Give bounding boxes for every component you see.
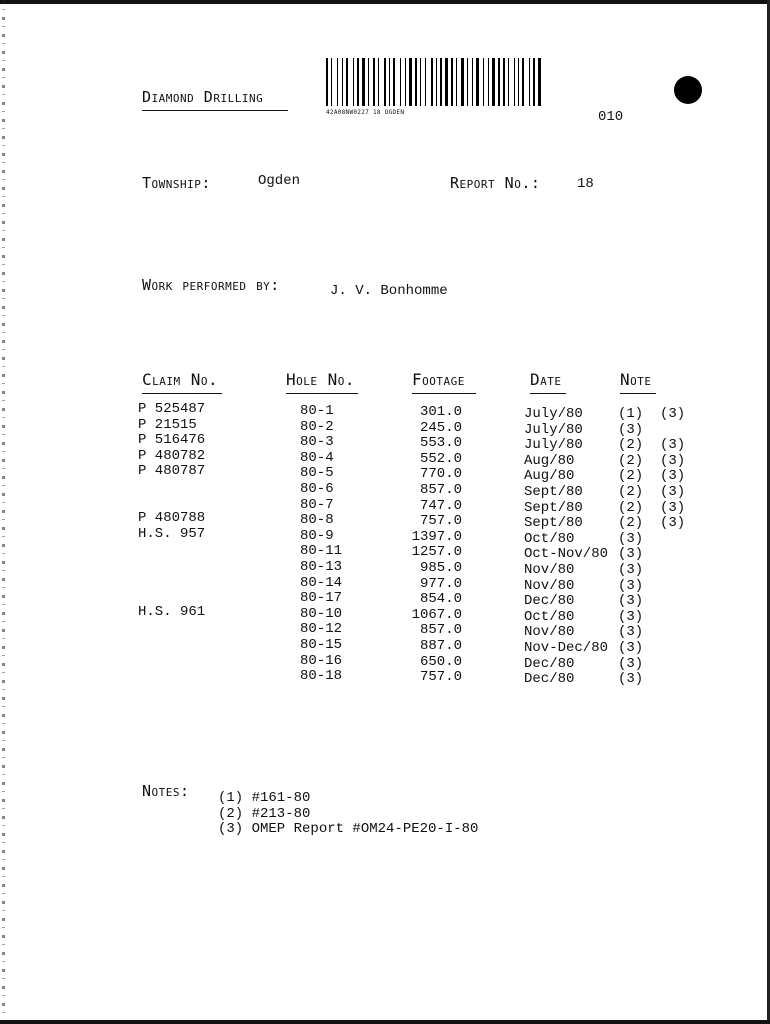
barcode-bar <box>360 58 361 106</box>
barcode-image <box>326 58 542 106</box>
claim-cell: P 525487 <box>138 401 206 417</box>
claim-cell: H.S. 957 <box>138 525 206 542</box>
note-column <box>618 407 685 688</box>
claim-cell <box>138 636 205 652</box>
note-cell: (3) <box>618 577 644 594</box>
date-cell: Dec/80 <box>524 593 575 610</box>
claim-cell: P 480787 <box>138 463 206 480</box>
barcode-bar <box>349 58 352 106</box>
barcode-bar <box>501 58 502 106</box>
footage-cell: 245.0 <box>419 419 462 436</box>
page-code: 010 <box>598 109 624 125</box>
footage-cell: 857.0 <box>419 481 462 498</box>
date-cell: Oct-Nov/80 <box>524 546 609 563</box>
barcode-bar <box>346 58 348 106</box>
barcode-bar <box>402 58 404 106</box>
date-column <box>524 407 608 688</box>
barcode-bar <box>451 58 453 106</box>
barcode-bar <box>520 58 521 106</box>
note-cell: (2) (3) <box>618 515 686 532</box>
footage-cell: 1257.0 <box>411 544 462 561</box>
date-cell: Dec/80 <box>524 671 575 688</box>
barcode-bar <box>483 58 484 106</box>
barcode-bar <box>465 58 466 106</box>
barcode-bar <box>498 58 500 106</box>
date-cell: July/80 <box>524 437 583 454</box>
barcode-bar <box>525 58 528 106</box>
barcode-bar <box>518 58 519 106</box>
footage-cell: 1397.0 <box>411 528 462 545</box>
barcode-bar <box>510 58 513 106</box>
footage-cell: 301.0 <box>419 404 462 420</box>
note-cell: (3) <box>618 655 644 672</box>
note-cell: (3) <box>618 624 644 641</box>
barcode-bar <box>506 58 507 106</box>
notes-list <box>218 791 478 838</box>
claim-cell: P 480782 <box>138 447 206 464</box>
date-cell: Oct/80 <box>524 530 575 547</box>
hole-cell: 80-14 <box>300 574 343 591</box>
hole-cell: 80-7 <box>300 496 334 513</box>
barcode-bar <box>391 58 392 106</box>
barcode-bar <box>405 58 406 106</box>
date-cell: Nov/80 <box>524 561 575 578</box>
barcode-bar <box>413 58 414 106</box>
header-hole-no: Hole No. <box>286 370 356 389</box>
hole-cell: 80-8 <box>300 512 334 529</box>
claim-cell: P 480788 <box>138 510 206 527</box>
barcode-bar <box>400 58 401 106</box>
barcode-bar <box>420 58 421 106</box>
barcode-bar <box>337 58 338 106</box>
barcode-bar <box>503 58 505 106</box>
barcode-bar <box>407 58 408 106</box>
footage-cell: 857.0 <box>419 622 462 639</box>
barcode-bar <box>454 58 455 106</box>
note-cell: (1) (3) <box>618 406 686 422</box>
hole-cell: 80-16 <box>300 652 343 669</box>
barcode-bar <box>443 58 444 106</box>
report-label: Report No.: <box>450 174 541 192</box>
hole-cell: 80-9 <box>300 527 334 544</box>
barcode-bar <box>488 58 489 106</box>
hole-cell: 80-2 <box>300 418 334 435</box>
note-cell: (3) <box>618 639 644 656</box>
hole-cell: 80-13 <box>300 558 343 575</box>
notes-label: Notes: <box>142 782 190 800</box>
barcode-bar <box>531 58 532 106</box>
claim-cell: H.S. 961 <box>138 603 206 620</box>
barcode-bar <box>533 58 535 106</box>
barcode-bar <box>409 58 412 106</box>
hole-cell: 80-15 <box>300 636 343 653</box>
barcode-bar <box>344 58 345 106</box>
footage-cell: 552.0 <box>419 450 462 467</box>
header-footage: Footage <box>412 370 465 389</box>
township-label: Township: <box>142 174 211 192</box>
note-cell: (3) <box>618 561 644 578</box>
barcode-bar <box>508 58 509 106</box>
claim-cell <box>138 496 205 512</box>
barcode-bar <box>331 58 332 106</box>
work-label: Work performed by: <box>142 276 280 294</box>
footage-cell: 770.0 <box>419 466 462 483</box>
barcode-bar <box>456 58 457 106</box>
date-cell: Dec/80 <box>524 655 575 672</box>
barcode-bar <box>387 58 388 106</box>
barcode-bar <box>422 58 424 106</box>
footage-cell: 887.0 <box>419 637 462 654</box>
header-footage-underline <box>412 393 476 394</box>
barcode-bar <box>516 58 518 106</box>
date-cell: Nov/80 <box>524 624 575 641</box>
note-cell: (2) (3) <box>618 483 686 500</box>
footage-cell: 757.0 <box>419 513 462 530</box>
note-item: (1) #161-80 <box>218 790 311 806</box>
barcode-bar <box>458 58 460 106</box>
date-cell: Aug/80 <box>524 452 575 469</box>
barcode-bar <box>469 58 471 106</box>
date-cell: Oct/80 <box>524 608 575 625</box>
claim-cell <box>138 542 205 558</box>
note-cell: (2) (3) <box>618 499 686 516</box>
barcode-bar <box>378 58 379 106</box>
date-cell: Sept/80 <box>524 499 583 516</box>
barcode-bar <box>434 58 435 106</box>
barcode-bar <box>353 58 354 106</box>
footage-cell: 1067.0 <box>411 606 462 623</box>
barcode-bar <box>485 58 487 106</box>
claim-column <box>138 402 205 683</box>
barcode-bar <box>342 58 343 106</box>
barcode-bar <box>514 58 515 106</box>
barcode-bar <box>373 58 375 106</box>
barcode-bar <box>480 58 482 106</box>
barcode-bar <box>472 58 473 106</box>
barcode-bar <box>490 58 491 106</box>
footage-cell: 747.0 <box>419 497 462 514</box>
punch-hole-mark <box>674 76 702 104</box>
barcode-bar <box>415 58 417 106</box>
date-cell: July/80 <box>524 406 583 422</box>
date-cell: Nov-Dec/80 <box>524 639 609 656</box>
claim-cell <box>138 558 205 574</box>
claim-cell <box>138 652 205 668</box>
barcode-bar <box>333 58 336 106</box>
claim-cell: P 21515 <box>138 416 197 433</box>
barcode-bar <box>496 58 497 106</box>
note-cell: (3) <box>618 593 644 610</box>
header-note: Note <box>620 370 652 389</box>
barcode-bar <box>355 58 356 106</box>
hole-cell: 80-10 <box>300 605 343 622</box>
barcode-bar <box>389 58 390 106</box>
claim-cell: P 516476 <box>138 432 206 449</box>
barcode-bar <box>522 58 524 106</box>
barcode-caption: 42A08NW0227 18 OGDEN <box>326 109 405 116</box>
footage-cell: 650.0 <box>419 653 462 670</box>
barcode-bar <box>427 58 430 106</box>
date-cell: July/80 <box>524 421 583 438</box>
hole-cell: 80-4 <box>300 449 334 466</box>
date-cell: Nov/80 <box>524 577 575 594</box>
township-value: Ogden <box>258 173 301 189</box>
barcode-bar <box>467 58 468 106</box>
header-claim-no: Claim No. <box>142 370 219 389</box>
barcode-bar <box>461 58 464 106</box>
footage-cell: 985.0 <box>419 559 462 576</box>
claim-cell <box>138 589 205 605</box>
barcode-bar <box>368 58 369 106</box>
barcode-bar <box>376 58 377 106</box>
barcode-bar <box>449 58 450 106</box>
barcode-bar <box>476 58 479 106</box>
barcode-bar <box>538 58 541 106</box>
header-claim-underline <box>142 393 222 394</box>
note-cell: (3) <box>618 671 644 688</box>
header-date: Date <box>530 370 562 389</box>
barcode-bar <box>418 58 419 106</box>
date-cell: Sept/80 <box>524 515 583 532</box>
barcode-bar <box>380 58 383 106</box>
claim-cell <box>138 667 205 683</box>
title-underline <box>142 110 288 111</box>
barcode-bar <box>357 58 359 106</box>
hole-cell: 80-17 <box>300 590 343 607</box>
barcode-bar <box>326 58 328 106</box>
hole-cell: 80-1 <box>300 403 334 419</box>
barcode-bar <box>362 58 365 106</box>
note-cell: (3) <box>618 530 644 547</box>
hole-cell: 80-12 <box>300 621 343 638</box>
claim-cell <box>138 480 205 496</box>
barcode-bar <box>440 58 442 106</box>
claim-cell <box>138 620 205 636</box>
note-cell: (2) (3) <box>618 437 686 454</box>
footage-column <box>408 405 462 686</box>
note-cell: (3) <box>618 546 644 563</box>
header-date-underline <box>530 393 566 394</box>
barcode-bar <box>329 58 330 106</box>
barcode-bar <box>384 58 386 106</box>
note-cell: (3) <box>618 421 644 438</box>
claim-cell <box>138 574 205 590</box>
report-value: 18 <box>577 176 594 192</box>
date-cell: Aug/80 <box>524 468 575 485</box>
footage-cell: 553.0 <box>419 435 462 452</box>
barcode-bar <box>492 58 495 106</box>
barcode-bar <box>445 58 448 106</box>
header-hole-underline <box>286 393 358 394</box>
barcode-bar <box>529 58 530 106</box>
barcode-bar <box>438 58 439 106</box>
document-title: Diamond Drilling <box>142 88 264 106</box>
barcode-bar <box>396 58 399 106</box>
barcode-bar <box>425 58 426 106</box>
footage-cell: 977.0 <box>419 575 462 592</box>
barcode-bar <box>431 58 433 106</box>
note-cell: (2) (3) <box>618 452 686 469</box>
footage-cell: 757.0 <box>419 669 462 686</box>
barcode-bar <box>474 58 475 106</box>
work-value: J. V. Bonhomme <box>330 283 448 299</box>
scan-edge-bottom <box>0 1020 770 1024</box>
note-cell: (3) <box>618 608 644 625</box>
footage-cell: 854.0 <box>419 591 462 608</box>
note-item: (3) OMEP Report #OM24-PE20-I-80 <box>218 821 479 838</box>
hole-column <box>300 404 342 685</box>
scan-edge-top <box>0 0 770 4</box>
barcode-bar <box>370 58 372 106</box>
note-item: (2) #213-80 <box>218 805 311 822</box>
header-note-underline <box>620 393 656 394</box>
barcode-bar <box>393 58 395 106</box>
hole-cell: 80-11 <box>300 543 343 560</box>
hole-cell: 80-6 <box>300 480 334 497</box>
scan-edge-left <box>2 0 5 1024</box>
hole-cell: 80-5 <box>300 465 334 482</box>
barcode-bar <box>366 58 367 106</box>
date-cell: Sept/80 <box>524 483 583 500</box>
barcode-bar <box>536 58 537 106</box>
note-cell: (2) (3) <box>618 468 686 485</box>
barcode-bar <box>339 58 341 106</box>
barcode-bar <box>436 58 437 106</box>
hole-cell: 80-3 <box>300 434 334 451</box>
hole-cell: 80-18 <box>300 668 343 685</box>
